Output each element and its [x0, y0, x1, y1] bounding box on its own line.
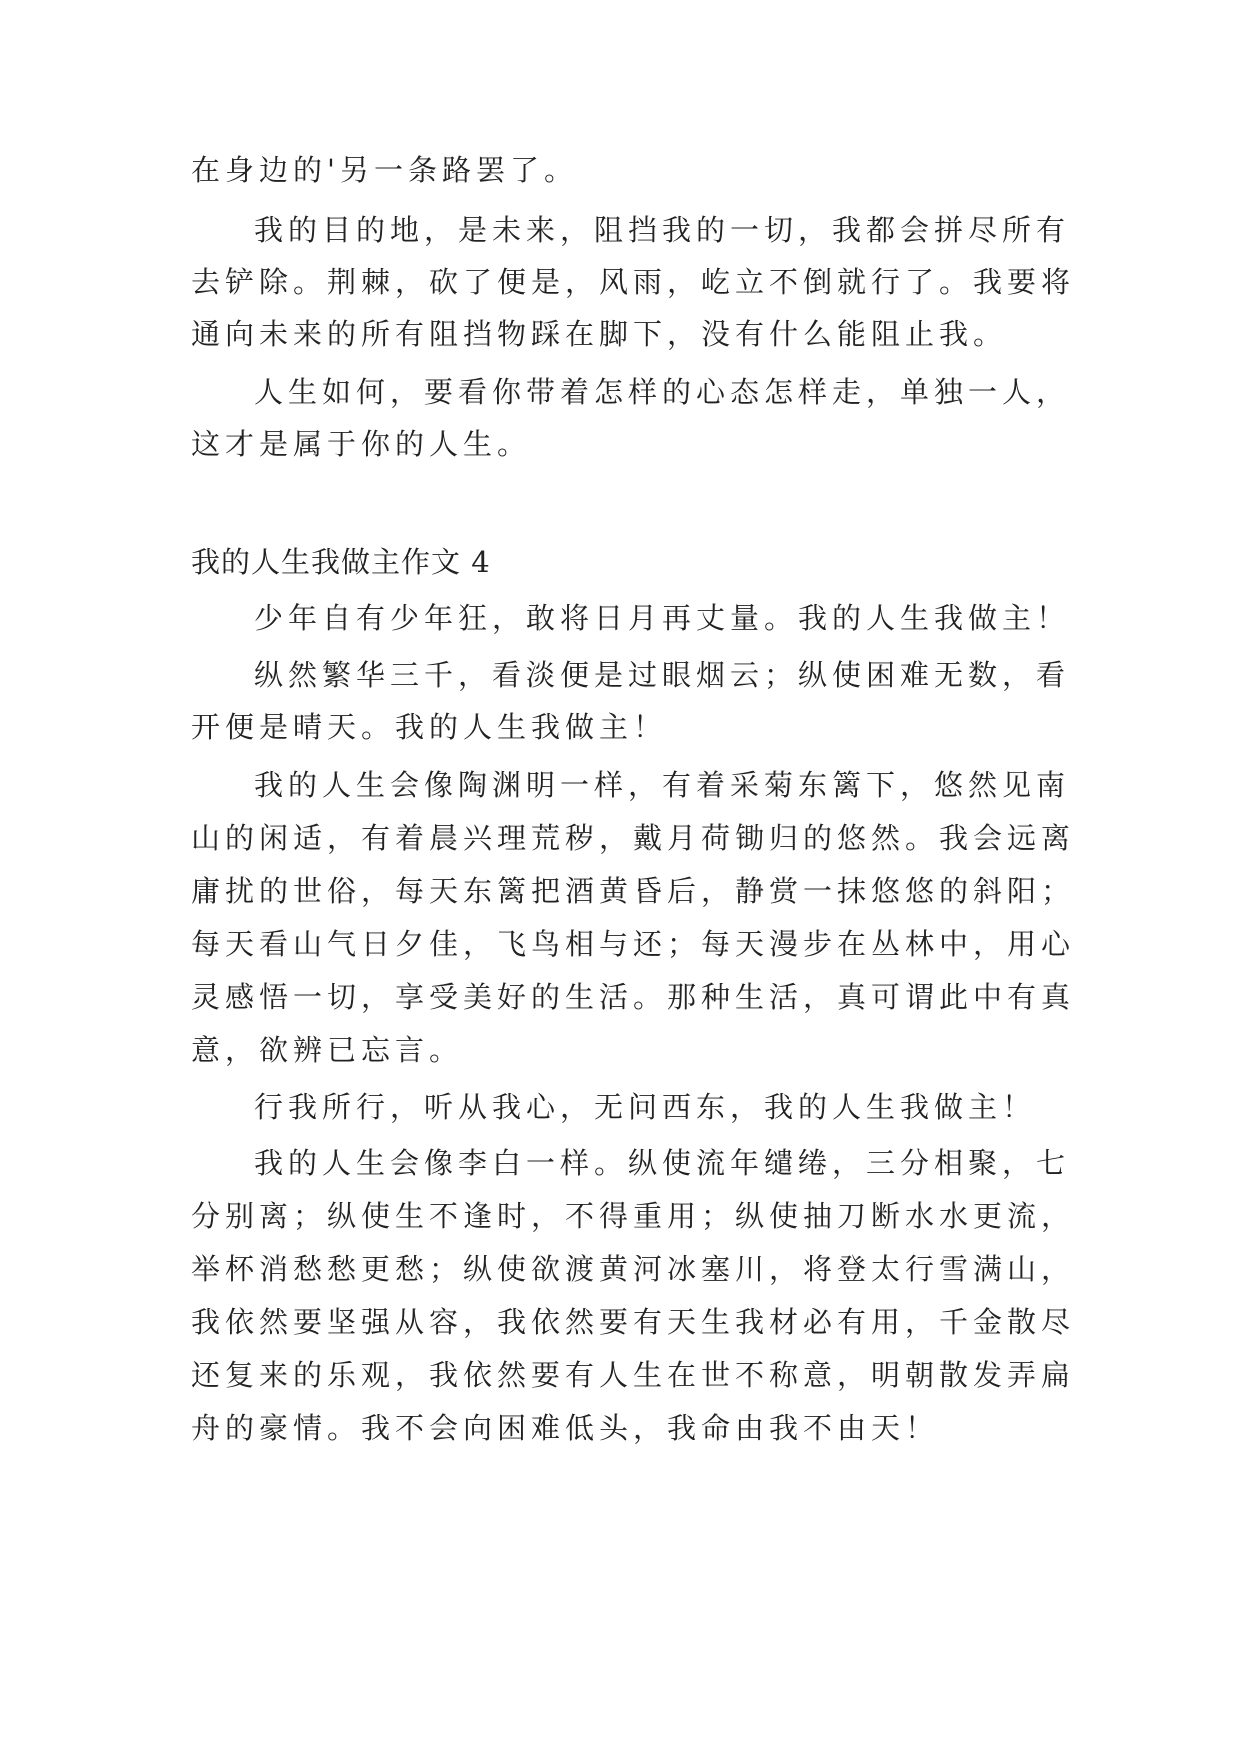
- paragraph-line: 我的人生会像陶渊明一样，有着采菊东篱下，悠然见南: [254, 768, 1071, 802]
- paragraph-line: 纵然繁华三千，看淡便是过眼烟云；纵使困难无数，看: [254, 658, 1071, 692]
- paragraph-line: 人生如何，要看你带着怎样的心态怎样走，单独一人，: [254, 375, 1071, 409]
- text-line: 还复来的乐观，我依然要有人生在世不称意，明朝散发弄扁: [191, 1358, 1076, 1392]
- text-line: 舟的豪情。我不会向困难低头，我命由我不由天！: [191, 1411, 940, 1445]
- paragraph-line: 我的人生会像李白一样。纵使流年缱绻，三分相聚，七: [254, 1146, 1071, 1180]
- paragraph-line: 行我所行，听从我心，无问西东，我的人生我做主！: [254, 1090, 1037, 1124]
- paragraph-line: 我的目的地，是未来，阻挡我的一切，我都会拼尽所有: [254, 213, 1071, 247]
- text-line: 分别离；纵使生不逢时，不得重用；纵使抽刀断水水更流，: [191, 1199, 1076, 1233]
- text-line: 开便是晴天。我的人生我做主！: [191, 710, 668, 744]
- text-line: 这才是属于你的人生。: [191, 427, 532, 461]
- text-line: 灵感悟一切，享受美好的生活。那种生活，真可谓此中有真: [191, 980, 1076, 1014]
- paragraph-line: 少年自有少年狂，敢将日月再丈量。我的人生我做主！: [254, 601, 1071, 635]
- text-line: 意，欲辨已忘言。: [191, 1033, 464, 1067]
- text-line: 庸扰的世俗，每天东篱把酒黄昏后，静赏一抹悠悠的斜阳；: [191, 874, 1076, 908]
- text-line: 在身边的'另一条路罢了。: [191, 153, 578, 187]
- text-line: 举杯消愁愁更愁；纵使欲渡黄河冰塞川，将登太行雪满山，: [191, 1252, 1076, 1286]
- text-line: 去铲除。荆棘，砍了便是，风雨，屹立不倒就行了。我要将: [191, 265, 1076, 299]
- text-line: 每天看山气日夕佳，飞鸟相与还；每天漫步在丛林中，用心: [191, 927, 1076, 961]
- text-line: 通向未来的所有阻挡物踩在脚下，没有什么能阻止我。: [191, 317, 1008, 351]
- section-heading: 我的人生我做主作文 4: [191, 545, 491, 579]
- text-line: 我依然要坚强从容，我依然要有天生我材必有用，千金散尽: [191, 1305, 1076, 1339]
- text-line: 山的闲适，有着晨兴理荒秽，戴月荷锄归的悠然。我会远离: [191, 821, 1076, 855]
